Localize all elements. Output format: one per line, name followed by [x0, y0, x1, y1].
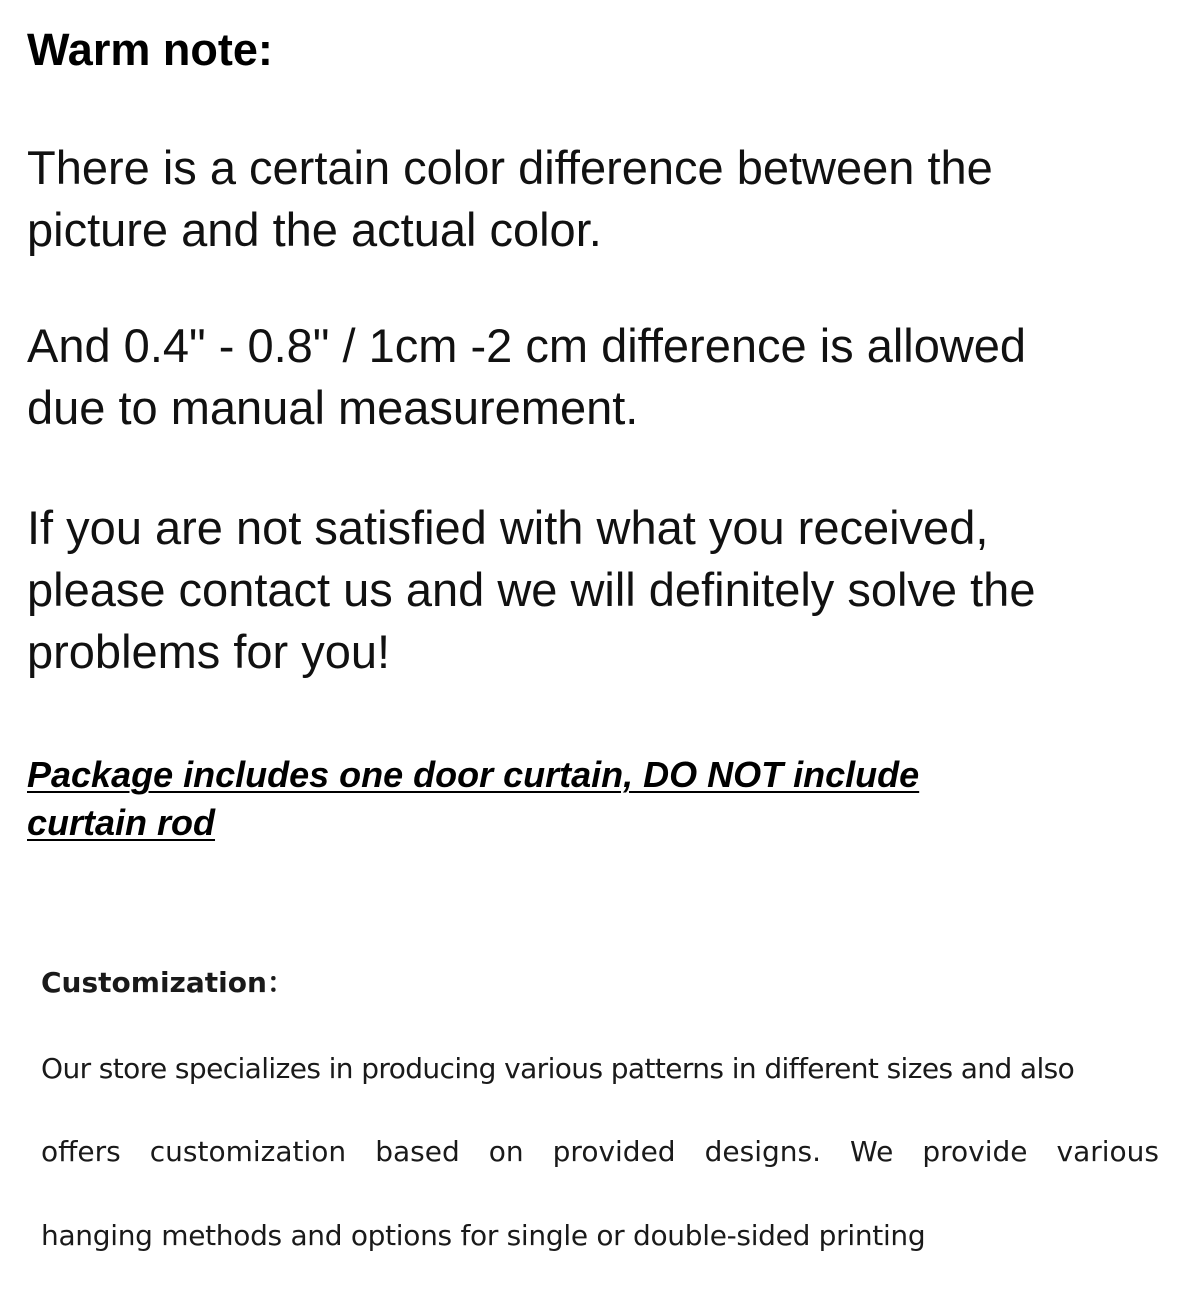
package-contents-line: curtain rod — [27, 802, 216, 843]
customization-title: Customization： — [41, 966, 295, 999]
customization-line: offers customization based on provided designs. We provide various — [41, 1135, 1159, 1168]
color-difference-line: There is a certain color difference between the — [27, 141, 993, 194]
color-difference-line: picture and the actual color. — [27, 203, 602, 256]
customization-line: Our store specializes in producing various patterns in different sizes and also — [41, 1052, 1075, 1085]
warm-note-heading: Warm note: — [27, 24, 273, 75]
satisfaction-line: please contact us and we will definitely solve the — [27, 563, 1036, 616]
measurement-tolerance-line: due to manual measurement. — [27, 381, 639, 434]
satisfaction-line: problems for you! — [27, 625, 391, 678]
package-contents-line: Package includes one door curtain, DO NOT include — [27, 754, 920, 795]
color-difference-note — [27, 137, 1177, 261]
measurement-tolerance-note — [27, 315, 1177, 439]
satisfaction-note — [27, 497, 1177, 683]
satisfaction-line: If you are not satisfied with what you received, — [27, 501, 989, 554]
package-contents-note — [27, 751, 919, 847]
measurement-tolerance-line: And 0.4" - 0.8" / 1cm -2 cm difference is allowed — [27, 319, 1027, 372]
customization-line: hanging methods and options for single or double-sided printing — [41, 1219, 926, 1252]
